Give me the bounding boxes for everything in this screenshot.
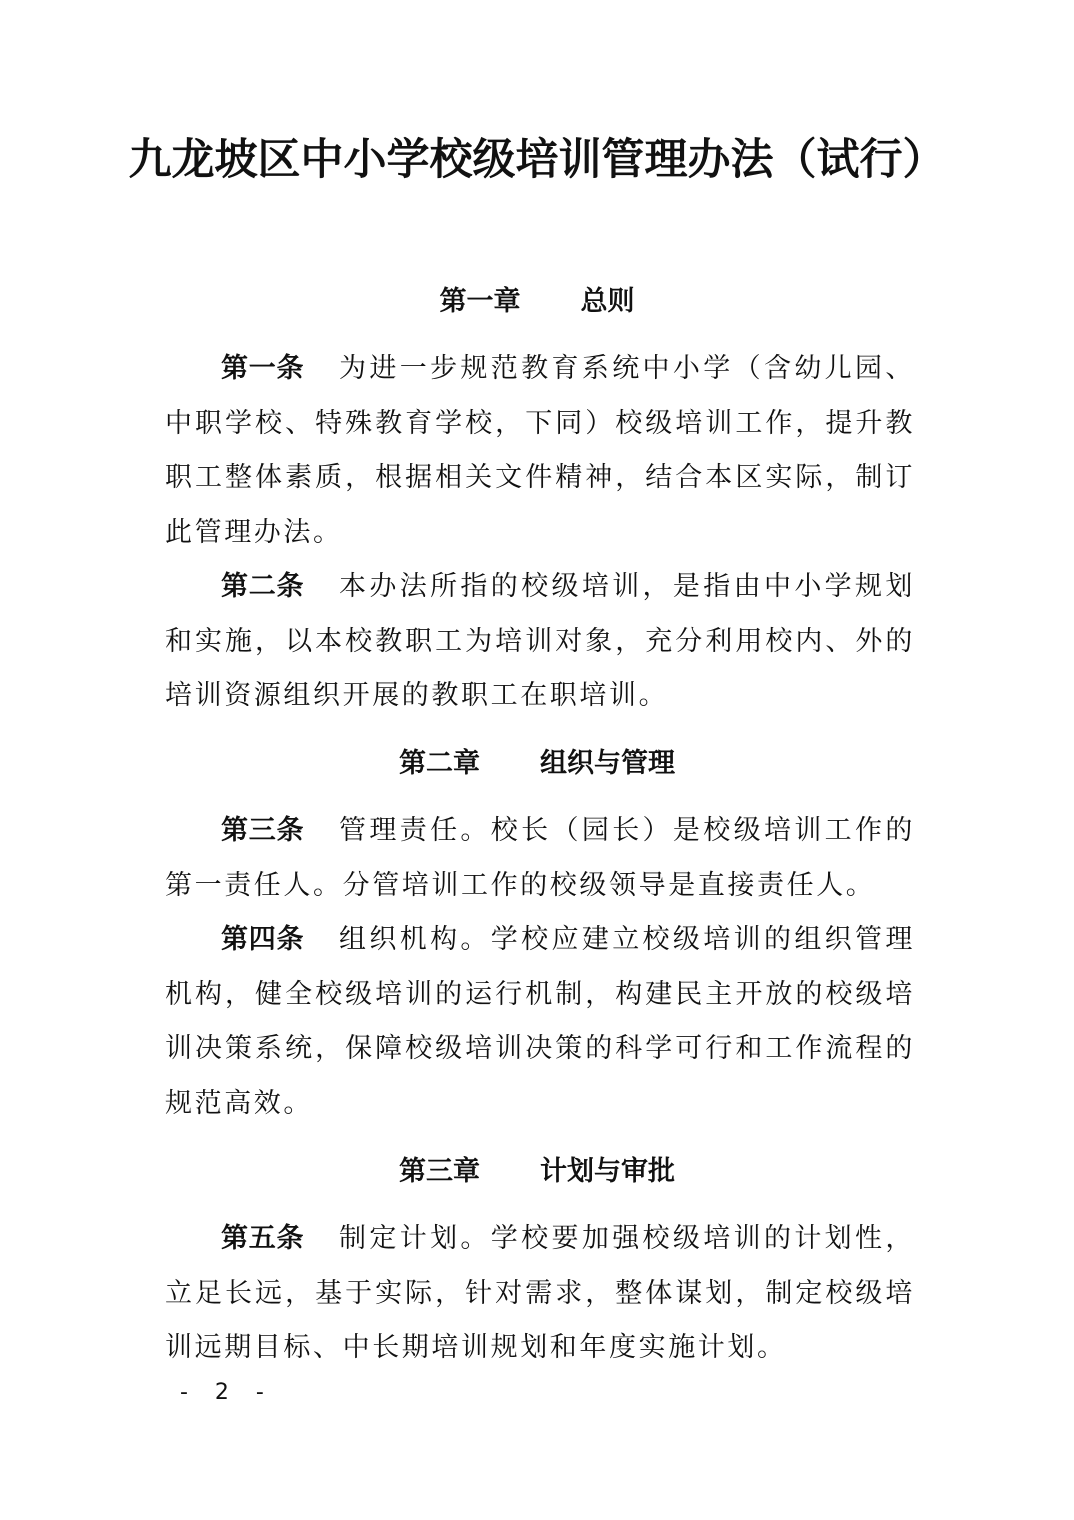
article-label: 第一条 [221,353,305,384]
article-label: 第四条 [221,924,305,955]
chapter-number: 第二章 [399,748,480,779]
article-2 [165,560,915,724]
article-label: 第二条 [221,571,305,602]
article-3 [165,804,915,913]
chapter-number: 第三章 [399,1156,480,1187]
article-text: 管理责任。校长（园长）是校级培训工作的第一责任人。分管培训工作的校级领导是直接责任人。 [165,815,915,901]
article-text: 为进一步规范教育系统中小学（含幼儿园、中职学校、特殊教育学校，下同）校级培训工作，提升教职工整体素质，根据相关文件精神，结合本区实际，制订此管理办法。 [165,353,915,548]
page-number: - 2 - [180,1380,274,1405]
article-5 [165,1212,915,1376]
chapter-name: 总则 [580,286,635,317]
article-label: 第三条 [221,815,305,846]
chapter-name: 组织与管理 [540,748,675,779]
article-text: 制定计划。学校要加强校级培训的计划性，立足长远，基于实际，针对需求，整体谋划，制定校级培训远期目标、中长期培训规划和年度实施计划。 [165,1223,915,1363]
chapter-heading-3 [0,1152,1074,1192]
chapter-name: 计划与审批 [540,1156,675,1187]
chapter-heading-2 [0,744,1074,784]
chapter-heading-1 [0,282,1074,322]
article-1 [165,342,915,560]
article-4 [165,913,915,1131]
article-text: 本办法所指的校级培训，是指由中小学规划和实施，以本校教职工为培训对象，充分利用校内、外的培训资源组织开展的教职工在职培训。 [165,571,915,711]
article-text: 组织机构。学校应建立校级培训的组织管理机构，健全校级培训的运行机制，构建民主开放的校级培训决策系统，保障校级培训决策的科学可行和工作流程的规范高效。 [165,924,915,1119]
article-label: 第五条 [221,1223,305,1254]
document-title: 九龙坡区中小学校级培训管理办法（试行） [128,135,946,185]
chapter-number: 第一章 [439,286,521,317]
